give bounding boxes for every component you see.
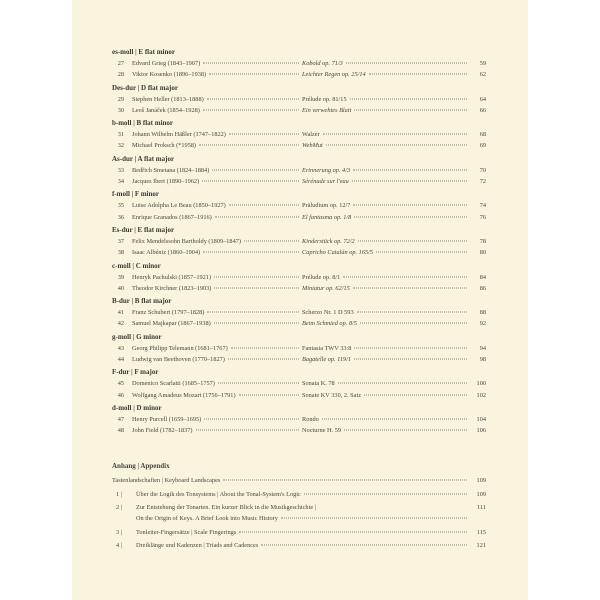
dot-leader	[376, 252, 467, 253]
dot-leader	[353, 205, 467, 206]
table-row[interactable]	[112, 236, 486, 247]
work-cell	[302, 247, 470, 258]
work-title: Nocturne H. 59	[302, 427, 341, 435]
dot-leader	[203, 252, 299, 253]
piece-number: 48	[117, 427, 124, 435]
table-row[interactable]	[112, 129, 486, 140]
piece-number: 43	[117, 344, 124, 352]
page-number: 109	[476, 490, 486, 498]
page-number: 92	[479, 320, 486, 328]
work-cell	[302, 176, 470, 187]
composer-name: Samuel Majkapar (1867–1938)	[132, 320, 211, 328]
composer-cell	[132, 94, 302, 105]
toc-section	[112, 117, 486, 153]
section-heading: b-moll | B flat minor	[112, 119, 174, 128]
piece-number: 32	[117, 142, 124, 150]
page-number: 109	[476, 477, 486, 484]
table-of-contents	[112, 46, 486, 438]
appendix-item-text	[136, 502, 470, 524]
page-number: 64	[479, 95, 486, 103]
work-cell	[302, 307, 470, 318]
appendix-item-number: 4 |	[116, 542, 122, 549]
composer-name: Leoš Janáček (1854–1928)	[132, 106, 200, 114]
dot-leader	[360, 323, 467, 324]
work-title: Bagatelle op. 119/1	[302, 356, 352, 364]
page-number: 86	[479, 284, 486, 292]
piece-number: 44	[117, 356, 124, 364]
section-heading: d-moll | D minor	[112, 403, 162, 412]
composer-name: Luise Adolpha Le Beau (1850–1927)	[132, 202, 226, 210]
table-row[interactable]	[112, 212, 486, 223]
page-number: 84	[479, 273, 486, 281]
work-cell	[302, 165, 470, 176]
work-title: Fantasia TWV 33:8	[302, 344, 352, 352]
work-cell	[302, 343, 470, 354]
dot-leader	[214, 276, 299, 277]
dot-leader	[229, 205, 299, 206]
piece-number: 38	[117, 249, 124, 257]
piece-number: 28	[117, 71, 124, 79]
intro-title: Tastenlandschaften | Keyboard Landscapes	[112, 477, 221, 484]
toc-section	[112, 366, 486, 402]
composer-cell	[132, 69, 302, 80]
composer-name: Bedřich Smetana (1824–1884)	[132, 166, 210, 174]
work-cell	[302, 272, 470, 283]
composer-cell	[132, 378, 302, 389]
work-title: Sonata K. 78	[302, 380, 335, 388]
table-row[interactable]	[112, 318, 486, 329]
work-cell	[302, 105, 470, 116]
dot-leader	[343, 276, 467, 277]
composer-cell	[132, 212, 302, 223]
dot-leader	[199, 145, 299, 146]
dot-leader	[231, 347, 299, 348]
table-row[interactable]	[112, 247, 486, 258]
dot-leader	[344, 430, 467, 431]
piece-number: 45	[117, 380, 124, 388]
page-number: 72	[479, 178, 486, 186]
appendix-item-text	[136, 527, 470, 538]
dot-leader	[350, 98, 467, 99]
table-row[interactable]	[112, 58, 486, 69]
page-number: 78	[479, 237, 486, 245]
piece-number: 29	[117, 95, 124, 103]
dot-leader	[209, 74, 299, 75]
appendix-item[interactable]	[112, 502, 486, 524]
table-row[interactable]	[112, 414, 486, 425]
page-number: 104	[476, 415, 486, 423]
appendix-item-number: 1 |	[116, 490, 122, 498]
toc-section	[112, 82, 486, 118]
work-cell	[302, 354, 470, 365]
piece-number: 39	[117, 273, 124, 281]
composer-cell	[132, 140, 302, 151]
dot-leader	[369, 74, 467, 75]
work-title: Prélude op. 8/1	[302, 273, 341, 281]
page-number: 94	[479, 344, 486, 352]
composer-cell	[132, 272, 302, 283]
piece-number: 31	[117, 131, 124, 139]
section-heading: F-dur | F major	[112, 368, 159, 377]
piece-number: 47	[117, 415, 124, 423]
dot-leader	[239, 394, 299, 395]
section-heading: Es-dur | E flat major	[112, 225, 175, 234]
composer-name: Johann Wilhelm Häßler (1747–1822)	[132, 131, 226, 139]
table-row[interactable]	[112, 165, 486, 176]
dot-leader	[207, 98, 299, 99]
piece-number: 34	[117, 178, 124, 186]
page-number: 68	[479, 131, 486, 139]
toc-section	[112, 260, 486, 296]
work-title: Sonate KV 330, 2. Satz	[302, 391, 361, 399]
work-cell	[302, 212, 470, 223]
composer-name: Theodor Kirchner (1823–1903)	[132, 284, 212, 292]
toc-section	[112, 402, 486, 438]
dot-leader	[354, 347, 467, 348]
page-number: 62	[479, 71, 486, 79]
table-row[interactable]	[112, 354, 486, 365]
dot-leader	[322, 418, 467, 419]
work-cell	[302, 378, 470, 389]
work-cell	[302, 425, 470, 436]
work-title: El fantasma op. 1/8	[302, 213, 352, 221]
page-number: 74	[479, 202, 486, 210]
dot-leader	[357, 312, 467, 313]
section-heading: g-moll | G minor	[112, 332, 162, 341]
composer-name: Enrique Granados (1867–1916)	[132, 213, 212, 221]
appendix-line	[136, 502, 470, 513]
appendix-line-text: Über die Logik des Tonsystems | About the Tonal-System's Logic	[136, 490, 301, 498]
dot-leader	[346, 63, 467, 64]
work-title: Kobold op. 71/3	[302, 60, 343, 67]
piece-number: 46	[117, 391, 124, 399]
dot-leader	[207, 312, 299, 313]
work-cell	[302, 129, 470, 140]
table-row[interactable]	[112, 425, 486, 436]
section-heading: c-moll | C minor	[112, 261, 161, 270]
composer-name: Georg Philipp Telemann (1681–1767)	[132, 344, 228, 352]
dot-leader	[353, 287, 467, 288]
page-number: 70	[479, 166, 486, 174]
dot-leader	[196, 430, 299, 431]
composer-cell	[132, 354, 302, 365]
appendix-line	[136, 489, 470, 500]
page-number: 102	[476, 391, 486, 399]
work-title: Leichter Regen op. 25/14	[302, 71, 366, 79]
table-row[interactable]	[112, 105, 486, 116]
table-row[interactable]	[112, 283, 486, 294]
composer-name: Jacques Ibert (1890–1962)	[132, 178, 200, 186]
page-number: 88	[479, 309, 486, 317]
table-row[interactable]	[112, 140, 486, 151]
toc-section	[112, 46, 486, 82]
composer-cell	[132, 390, 302, 401]
piece-number: 35	[117, 202, 124, 210]
table-row[interactable]	[112, 307, 486, 318]
work-title: Miniatur op. 62/15	[302, 284, 350, 292]
composer-name: Michael Proksch (*1958)	[132, 142, 197, 150]
composer-name: Felix Mendelssohn Bartholdy (1809–1847)	[132, 237, 241, 245]
section-heading: es-moll | E flat minor	[112, 48, 175, 56]
composer-cell	[132, 105, 302, 116]
dot-leader	[353, 169, 467, 170]
composer-cell	[132, 425, 302, 436]
composer-cell	[132, 247, 302, 258]
dot-leader	[218, 383, 299, 384]
composer-name: John Field (1782–1837)	[132, 427, 193, 435]
appendix-line-text: Tonleiter-Fingersätze | Scale Fingerings	[136, 528, 237, 536]
composer-name: Viktor Kosenko (1896–1938)	[132, 71, 207, 79]
work-title: Erinnerung op. 4/3	[302, 166, 351, 174]
toc-section	[112, 331, 486, 367]
work-cell	[302, 58, 470, 69]
piece-number: 36	[117, 213, 124, 221]
appendix-intro-row[interactable]	[112, 475, 486, 486]
section-heading: As-dur | A flat major	[112, 154, 175, 163]
work-title: Sérénade sur l'eau	[302, 178, 349, 186]
piece-number: 27	[117, 60, 124, 67]
piece-number: 42	[117, 320, 124, 328]
composer-name: Domenico Scarlatti (1685–1757)	[132, 380, 215, 388]
composer-cell	[132, 200, 302, 211]
work-title: Beim Schmied op. 8/5	[302, 320, 357, 328]
composer-name: Henry Purcell (1659–1695)	[132, 415, 202, 423]
toc-section	[112, 224, 486, 260]
dot-leader	[212, 169, 299, 170]
dot-leader	[281, 518, 467, 519]
dot-leader	[202, 181, 299, 182]
appendix-heading: Anhang | Appendix	[112, 462, 170, 470]
page-number: 66	[479, 106, 486, 114]
composer-cell	[132, 58, 302, 69]
appendix-section	[112, 460, 486, 554]
dot-leader	[326, 145, 467, 146]
work-cell	[302, 318, 470, 329]
toc-section	[112, 295, 486, 331]
work-cell	[302, 390, 470, 401]
dot-leader	[239, 531, 467, 532]
page-number: 106	[476, 427, 486, 435]
page-number: 69	[479, 142, 486, 150]
appendix-item[interactable]	[112, 540, 486, 551]
composer-cell	[132, 165, 302, 176]
composer-name: Franz Schubert (1797–1828)	[132, 309, 205, 317]
appendix-item-text	[136, 489, 470, 500]
appendix-line	[136, 527, 470, 538]
table-row[interactable]	[112, 200, 486, 211]
section-heading: B-dur | B flat major	[112, 297, 172, 306]
work-cell	[302, 94, 470, 105]
dot-leader	[358, 240, 467, 241]
dot-leader	[261, 545, 467, 546]
piece-number: 37	[117, 237, 124, 245]
dot-leader	[354, 359, 467, 360]
composer-cell	[132, 343, 302, 354]
work-cell	[302, 140, 470, 151]
page-number: 76	[479, 213, 486, 221]
page-number: 80	[479, 249, 486, 257]
toc-section	[112, 188, 486, 224]
section-heading: Des-dur | D flat major	[112, 83, 178, 92]
appendix-item[interactable]	[112, 527, 486, 538]
appendix-item-number: 3 |	[116, 528, 122, 536]
composer-name: Edvard Grieg (1843–1907)	[132, 60, 201, 67]
piece-number: 40	[117, 284, 124, 292]
composer-name: Isaac Albéniz (1860–1904)	[132, 249, 201, 257]
section-heading: f-moll | F minor	[112, 190, 159, 199]
intro-cell	[112, 475, 470, 486]
work-title: Rondo	[302, 415, 319, 423]
composer-cell	[132, 129, 302, 140]
dot-leader	[229, 134, 299, 135]
page-number: 111	[477, 504, 486, 511]
dot-leader	[228, 359, 299, 360]
piece-number: 30	[117, 106, 124, 114]
table-row[interactable]	[112, 343, 486, 354]
table-row[interactable]	[112, 272, 486, 283]
dot-leader	[323, 134, 467, 135]
appendix-item-text	[136, 540, 470, 551]
work-cell	[302, 283, 470, 294]
appendix-line-text: On the Origin of Keys. A Brief Look into Music History	[136, 515, 278, 522]
appendix-line-text: Zur Entstehung der Tonarten. Ein kurzer Blick in die Musikgeschichte |	[136, 504, 316, 511]
composer-name: Stephen Heller (1813–1888)	[132, 95, 204, 103]
table-row[interactable]	[112, 390, 486, 401]
dot-leader	[354, 109, 467, 110]
composer-cell	[132, 176, 302, 187]
table-row[interactable]	[112, 378, 486, 389]
work-cell	[302, 200, 470, 211]
piece-number: 41	[117, 309, 124, 317]
composer-cell	[132, 414, 302, 425]
composer-cell	[132, 318, 302, 329]
toc-section	[112, 153, 486, 189]
appendix-item[interactable]	[112, 489, 486, 500]
work-title: Ein verwehtes Blatt	[302, 106, 352, 114]
dot-leader	[203, 109, 299, 110]
dot-leader	[214, 323, 299, 324]
work-title: Capricho Catalán op. 165/5	[302, 249, 374, 257]
appendix-item-number: 2 |	[116, 504, 122, 511]
page-number: 100	[476, 380, 486, 388]
page-number: 59	[479, 60, 486, 67]
composer-cell	[132, 307, 302, 318]
page-number: 98	[479, 356, 486, 364]
work-title: Prélude op. 81/15	[302, 95, 347, 103]
work-title: Kinderstück op. 72/2	[302, 237, 355, 245]
dot-leader	[304, 493, 467, 494]
composer-name: Henryk Pachulski (1857–1921)	[132, 273, 212, 281]
appendix-line-text: Dreiklänge und Kadenzen | Triads and Cadences	[136, 542, 259, 549]
appendix-line	[136, 540, 470, 551]
composer-cell	[132, 283, 302, 294]
dot-leader	[338, 383, 467, 384]
dot-leader	[223, 480, 467, 481]
dot-leader	[214, 287, 299, 288]
table-row[interactable]	[112, 94, 486, 105]
composer-cell	[132, 236, 302, 247]
piece-number: 33	[117, 166, 124, 174]
dot-leader	[204, 418, 299, 419]
work-title: Walzer	[302, 131, 320, 139]
dot-leader	[215, 216, 299, 217]
page-number: 115	[476, 528, 486, 536]
work-title: Präludium op. 12/7	[302, 202, 351, 210]
table-row[interactable]	[112, 69, 486, 80]
work-cell	[302, 69, 470, 80]
dot-leader	[354, 216, 467, 217]
composer-name: Ludwig van Beethoven (1770–1827)	[132, 356, 225, 364]
table-row[interactable]	[112, 176, 486, 187]
work-title: WehMut	[302, 142, 323, 150]
work-title: Scherzo Nr. 1 D 593	[302, 309, 354, 317]
composer-name: Wolfgang Amadeus Mozart (1756–1791)	[132, 391, 236, 399]
dot-leader	[244, 240, 299, 241]
page-number: 121	[476, 542, 486, 549]
work-cell	[302, 414, 470, 425]
dot-leader	[352, 181, 467, 182]
dot-leader	[203, 63, 299, 64]
dot-leader	[364, 394, 467, 395]
appendix-line	[136, 513, 470, 524]
work-cell	[302, 236, 470, 247]
